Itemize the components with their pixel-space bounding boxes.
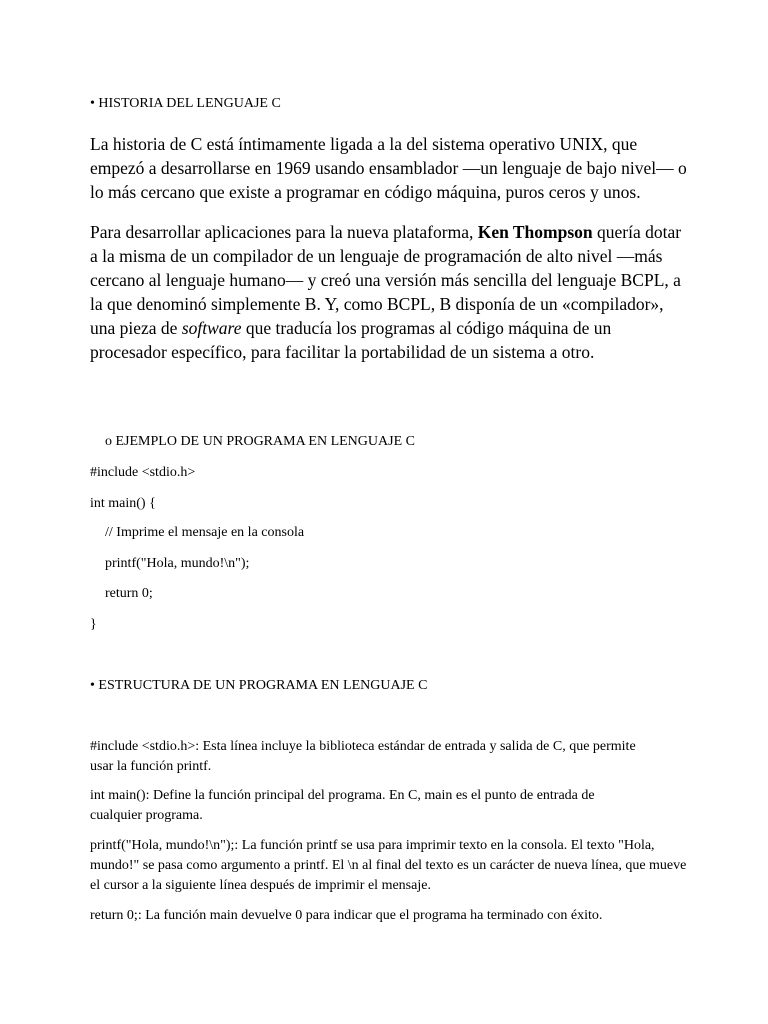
section-heading-estructura: • ESTRUCTURA DE UN PROGRAMA EN LENGUAJE C (90, 678, 428, 693)
paragraph-historia: La historia de C está íntimamente ligada a la del sistema operativo UNIX, que empezó a desarrollarse en 1969 usando ensamblador —un lenguaje de bajo nivel— o lo más cercano que existe a programar en código máquina, puros ceros y unos. (90, 134, 687, 202)
paragraph-text-middle: quería dotar a la misma de un compilador de un lenguaje de programación de alto nivel —más cercano al lenguaje humano— y creó una versión más sencilla del lenguaje BCPL, a la que denominó simplemente B. Y, como BCPL, B disponía de un «compilador», una pieza de (90, 222, 682, 338)
section-heading-ejemplo: o EJEMPLO DE UN PROGRAMA EN LENGUAJE C (105, 434, 415, 449)
explanation-item: return 0;: La función main devuelve 0 para indicar que el programa ha terminado con éxito. (90, 908, 603, 923)
code-line: #include <stdio.h> (90, 465, 196, 480)
explanation-item: #include <stdio.h>: Esta línea incluye la biblioteca estándar de entrada y salida de C, que permite usar la función printf. (90, 739, 636, 774)
person-name: Ken Thompson (477, 222, 593, 242)
paragraph-thompson (90, 220, 690, 364)
code-line: int main() { (90, 496, 156, 511)
emphasized-word: software (181, 318, 242, 338)
code-line: printf("Hola, mundo!\n"); (105, 556, 250, 571)
code-line: return 0; (105, 586, 153, 601)
code-comment-line: // Imprime el mensaje en la consola (105, 525, 305, 540)
section-heading-historia: • HISTORIA DEL LENGUAJE C (90, 96, 281, 111)
paragraph-text-start: Para desarrollar aplicaciones para la nueva plataforma, (90, 222, 478, 242)
explanation-item: int main(): Define la función principal del programa. En C, main es el punto de entrada de cualquier programa. (90, 788, 595, 823)
explanation-item: printf("Hola, mundo!\n");: La función printf se usa para imprimir texto en la consola. El texto "Hola, mundo!" se pasa como argumento a printf. El \n al final del texto es un carácter de nueva línea, que mueve el cursor a la siguiente línea después de imprimir el mensaje. (90, 838, 687, 893)
code-line: } (90, 617, 97, 632)
paragraph-text-end: que traducía los programas al código máquina de un procesador específico, para facilitar la portabilidad de un sistema a otro. (90, 318, 612, 362)
